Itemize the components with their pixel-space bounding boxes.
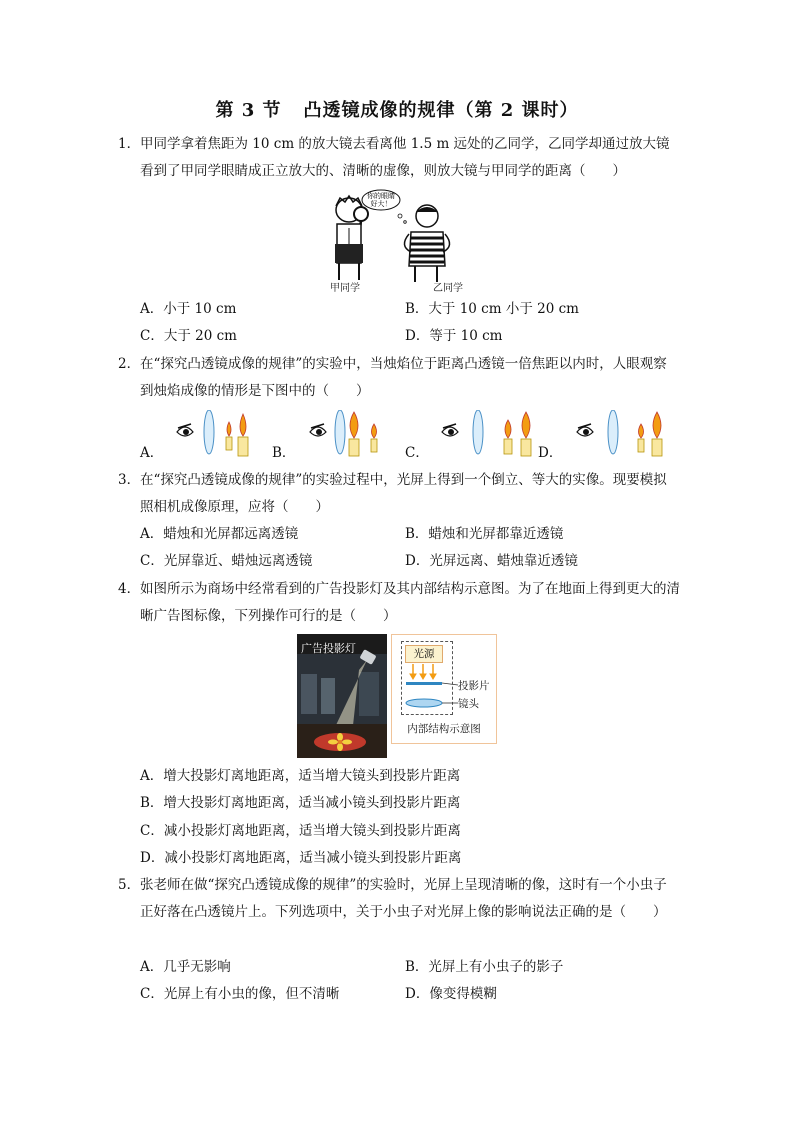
eye-icon xyxy=(177,424,193,436)
question-stem: 在“探究凸透镜成像的规律”的实验过程中，光屏上得到一个倒立、等大的实像。现要模拟照相机成像原理，应将（ ） xyxy=(140,472,667,515)
q4-option-d[interactable]: D．减小投影灯离地距离，适当减小镜头到投影片距离 xyxy=(140,850,462,866)
question-stem: 张老师在做“探究凸透镜成像的规律”的实验时，光屏上呈现清晰的像，这时有一个小虫子正好落在凸透镜片上。下列选项中，关于小虫子对光屏上像的影响说法正确的是（ ） xyxy=(140,877,667,920)
q3-option-a[interactable]: A．蜡烛和光屏都远离透镜 xyxy=(140,526,299,542)
q2-diagram-d xyxy=(575,410,667,464)
projector-photo xyxy=(297,634,387,758)
eye-icon xyxy=(310,424,326,436)
q3-option-b[interactable]: B．蜡烛和光屏都靠近透镜 xyxy=(405,526,564,542)
page-title xyxy=(0,96,794,122)
q2-option-b[interactable]: B． xyxy=(272,445,296,461)
q1-option-d[interactable]: D．等于 10 cm xyxy=(405,328,503,344)
q2-diagram-a xyxy=(175,410,255,464)
light-source-box: 光源 xyxy=(405,645,443,663)
bubble-line-2: 好大！ xyxy=(370,200,392,208)
diagram-caption: 内部结构示意图 xyxy=(407,723,481,735)
q1-option-c[interactable]: C．大于 20 cm xyxy=(140,328,237,344)
q3-option-d[interactable]: D．光屏远离、蜡烛靠近透镜 xyxy=(405,553,578,569)
q1-option-a[interactable]: A．小于 10 cm xyxy=(140,301,237,317)
q2-option-c[interactable]: C． xyxy=(405,445,429,461)
label-person-a: 甲同学 xyxy=(330,283,360,294)
projector-structure-diagram xyxy=(391,634,497,744)
q5-option-a[interactable]: A．几乎无影响 xyxy=(140,959,231,975)
q2-option-a[interactable]: A． xyxy=(140,445,164,461)
question-5: 5． 张老师在做“探究凸透镜成像的规律”的实验时，光屏上呈现清晰的像，这时有一个小虫子正好落在凸透镜片上。下列选项中，关于小虫子对光屏上像的影响说法正确的是（ ） xyxy=(118,872,680,926)
q2-option-d[interactable]: D． xyxy=(538,445,563,461)
q2-diagram-c xyxy=(440,410,535,464)
section-title: 凸透镜成像的规律（第 2 课时） xyxy=(303,100,579,121)
question-2: 2． 在“探究凸透镜成像的规律”的实验中，当烛焰位于距离凸透镜一倍焦距以内时，人眼观察到烛焰成像的情形是下图中的（ ） xyxy=(118,351,680,405)
bubble-line-1: 你的眼睛 xyxy=(367,192,395,200)
question-3: 3． 在“探究凸透镜成像的规律”的实验过程中，光屏上得到一个倒立、等大的实像。现要模拟照相机成像原理，应将（ ） xyxy=(118,467,680,521)
eye-icon xyxy=(577,424,593,436)
q4-option-b[interactable]: B．增大投影灯离地距离，适当减小镜头到投影片距离 xyxy=(140,795,461,811)
lens-label: 镜头 xyxy=(458,698,479,710)
q2-diagram-b xyxy=(308,410,388,464)
question-4: 4． 如图所示为商场中经常看到的广告投影灯及其内部结构示意图。为了在地面上得到更大的清晰广告图标像，下列操作可行的是（ ） xyxy=(118,576,680,630)
question-1: 1． 甲同学拿着焦距为 10 cm 的放大镜去看离他 1.5 m 远处的乙同学，乙同学却通过放大镜看到了甲同学眼睛成正立放大的、清晰的虚像，则放大镜与甲同学的距离（ ） xyxy=(118,131,680,185)
label-person-b: 乙同学 xyxy=(433,283,463,294)
question-stem: 在“探究凸透镜成像的规律”的实验中，当烛焰位于距离凸透镜一倍焦距以内时，人眼观察到烛焰成像的情形是下图中的（ ） xyxy=(140,356,667,399)
magnifier-figure xyxy=(315,188,475,293)
q5-option-b[interactable]: B．光屏上有小虫子的影子 xyxy=(405,959,564,975)
q4-option-a[interactable]: A．增大投影灯离地距离，适当增大镜头到投影片距离 xyxy=(140,768,461,784)
eye-icon xyxy=(442,424,458,436)
q5-option-d[interactable]: D．像变得模糊 xyxy=(405,986,497,1002)
question-stem: 甲同学拿着焦距为 10 cm 的放大镜去看离他 1.5 m 远处的乙同学，乙同学却通过放大镜看到了甲同学眼睛成正立放大的、清晰的虚像，则放大镜与甲同学的距离（ ） xyxy=(140,136,670,179)
q4-option-c[interactable]: C．减小投影灯离地距离，适当增大镜头到投影片距离 xyxy=(140,823,461,839)
q5-option-c[interactable]: C．光屏上有小虫的像，但不清晰 xyxy=(140,986,340,1002)
q3-option-c[interactable]: C．光屏靠近、蜡烛远离透镜 xyxy=(140,553,313,569)
slide-label: 投影片 xyxy=(458,680,490,692)
q1-option-b[interactable]: B．大于 10 cm 小于 20 cm xyxy=(405,301,579,317)
section-number: 第 3 节 xyxy=(215,100,282,121)
question-stem: 如图所示为商场中经常看到的广告投影灯及其内部结构示意图。为了在地面上得到更大的清晰广告图标像，下列操作可行的是（ ） xyxy=(140,581,680,624)
photo-label: 广告投影灯 xyxy=(301,642,356,655)
